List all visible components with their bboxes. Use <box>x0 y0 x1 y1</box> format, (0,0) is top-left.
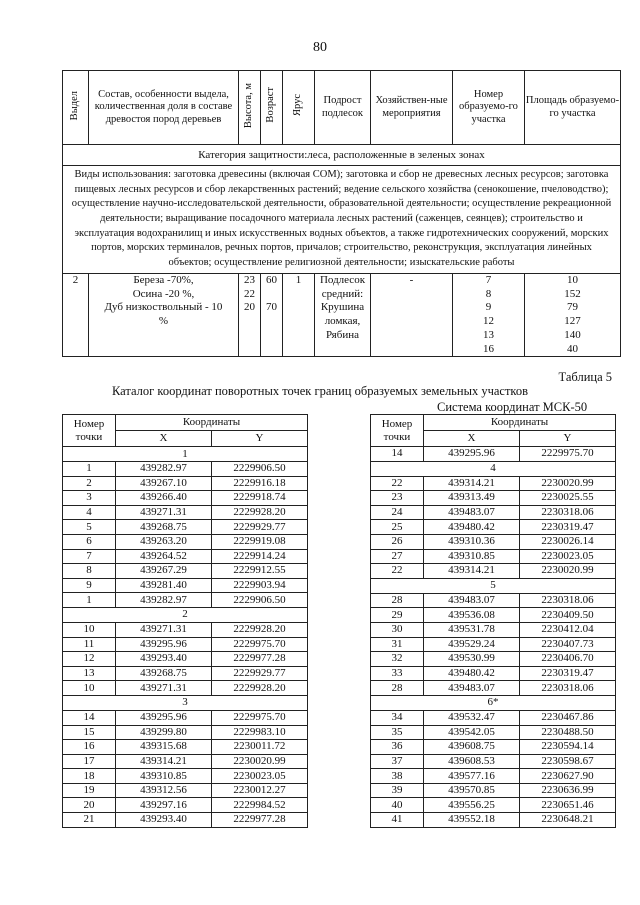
table-row <box>63 637 308 652</box>
coord-y: 2229977.28 <box>212 652 308 667</box>
header-x: X <box>424 431 520 447</box>
group-header-row <box>63 447 308 462</box>
table-row <box>63 666 308 681</box>
cell-line: 8 <box>485 287 492 300</box>
table-row <box>63 462 308 477</box>
coord-x: 439608.75 <box>424 740 520 755</box>
point-number: 29 <box>371 608 424 623</box>
point-number: 14 <box>371 447 424 462</box>
coord-y: 2229975.70 <box>520 447 616 462</box>
table-row <box>371 564 616 579</box>
protection-category: Категория защитности:леса, расположенные в зеленых зонах <box>63 145 621 166</box>
coord-y: 2229929.77 <box>212 666 308 681</box>
coord-y: 2229977.28 <box>212 813 308 828</box>
coord-x: 439483.07 <box>424 593 520 608</box>
coord-y: 2230023.05 <box>212 769 308 784</box>
cell-line: 12 <box>483 315 494 328</box>
catalog-title: Каталог координат поворотных точек границ образуемых земельных участков <box>111 384 529 398</box>
point-number: 38 <box>371 769 424 784</box>
table-row <box>371 520 616 535</box>
cell-plot-areas <box>525 273 621 357</box>
cell-line: 20 <box>244 301 255 314</box>
header-point-number: Номер точки <box>371 415 424 447</box>
coord-y: 2229919.08 <box>212 534 308 549</box>
point-number: 32 <box>371 652 424 667</box>
header-x: X <box>116 431 212 447</box>
coord-x: 439531.78 <box>424 622 520 637</box>
header-tier: Ярус <box>283 71 315 145</box>
cell-line: Рябина <box>325 328 359 341</box>
point-number: 28 <box>371 593 424 608</box>
coord-x: 439266.40 <box>116 491 212 506</box>
point-number: 35 <box>371 725 424 740</box>
coord-x: 439536.08 <box>424 608 520 623</box>
point-number: 6 <box>63 534 116 549</box>
coordinate-system: Система координат МСК-50 <box>437 400 588 414</box>
coord-x: 439263.20 <box>116 534 212 549</box>
point-number: 31 <box>371 637 424 652</box>
plot-number: 3 <box>63 695 308 710</box>
table-row <box>63 798 308 813</box>
coord-x: 439483.07 <box>424 505 520 520</box>
coord-y: 2230318.06 <box>520 681 616 696</box>
coord-y: 2230407.73 <box>520 637 616 652</box>
coord-x: 439268.75 <box>116 520 212 535</box>
cell-vydel: 2 <box>63 273 89 357</box>
group-header-row <box>63 695 308 710</box>
cell-line: 40 <box>567 342 578 355</box>
coord-x: 439530.99 <box>424 652 520 667</box>
header-plot-number: Номер образуемо-го участка <box>453 71 525 145</box>
coord-x: 439268.75 <box>116 666 212 681</box>
header-coordinates: Координаты <box>116 415 308 431</box>
coord-y: 2229984.52 <box>212 798 308 813</box>
point-number: 14 <box>63 710 116 725</box>
coord-y: 2229983.10 <box>212 725 308 740</box>
coord-y: 2230412.04 <box>520 622 616 637</box>
plot-number: 2 <box>63 607 308 622</box>
header-y: Y <box>212 431 308 447</box>
group-header-row <box>63 607 308 622</box>
cell-height <box>239 273 261 357</box>
coord-x: 439295.96 <box>424 447 520 462</box>
table-row <box>371 652 616 667</box>
stand-row <box>63 273 621 357</box>
header-undergrowth: Подрост подлесок <box>315 71 371 145</box>
point-number: 27 <box>371 549 424 564</box>
coord-x: 439310.85 <box>424 549 520 564</box>
point-number: 34 <box>371 710 424 725</box>
coord-y: 2230020.99 <box>520 476 616 491</box>
table-row <box>371 783 616 798</box>
point-number: 18 <box>63 769 116 784</box>
coord-x: 439295.96 <box>116 637 212 652</box>
coord-y: 2229975.70 <box>212 637 308 652</box>
main-table-header <box>63 71 621 145</box>
coord-x: 439483.07 <box>424 681 520 696</box>
point-number: 22 <box>371 564 424 579</box>
header-coordinates: Координаты <box>424 415 616 431</box>
coord-x: 439271.31 <box>116 505 212 520</box>
point-number: 37 <box>371 754 424 769</box>
point-number: 4 <box>63 505 116 520</box>
coord-y: 2229906.50 <box>212 593 308 608</box>
cell-line: 140 <box>564 328 581 341</box>
point-number: 13 <box>63 666 116 681</box>
table-row <box>63 769 308 784</box>
coord-x: 439299.80 <box>116 725 212 740</box>
table-row <box>371 769 616 784</box>
point-number: 22 <box>371 476 424 491</box>
coord-x: 439310.36 <box>424 534 520 549</box>
coord-y: 2230023.05 <box>520 549 616 564</box>
coordinates-table-left <box>62 414 308 828</box>
coord-y: 2230020.99 <box>520 564 616 579</box>
point-number: 2 <box>63 476 116 491</box>
table-row <box>63 578 308 593</box>
cell-line: 60 <box>266 273 277 286</box>
coord-x: 439577.16 <box>424 769 520 784</box>
header-height: Высота, м <box>239 71 261 145</box>
coord-y: 2229912.55 <box>212 564 308 579</box>
point-number: 15 <box>63 725 116 740</box>
point-number: 5 <box>63 520 116 535</box>
point-number: 30 <box>371 622 424 637</box>
point-number: 12 <box>63 652 116 667</box>
point-number: 36 <box>371 740 424 755</box>
coord-x: 439293.40 <box>116 652 212 667</box>
table-row <box>371 447 616 462</box>
cell-undergrowth <box>315 273 371 357</box>
cell-line: % <box>158 315 169 328</box>
point-number: 23 <box>371 491 424 506</box>
coord-y: 2230025.55 <box>520 491 616 506</box>
point-number: 33 <box>371 666 424 681</box>
coord-y: 2229906.50 <box>212 462 308 477</box>
coord-x: 439267.10 <box>116 476 212 491</box>
coord-x: 439552.18 <box>424 813 520 828</box>
point-number: 10 <box>63 681 116 696</box>
coord-x: 439480.42 <box>424 520 520 535</box>
coord-x: 439281.40 <box>116 578 212 593</box>
point-number: 40 <box>371 798 424 813</box>
cell-line: 152 <box>564 287 581 300</box>
point-number: 11 <box>63 637 116 652</box>
coord-x: 439271.31 <box>116 622 212 637</box>
coord-y: 2229928.20 <box>212 681 308 696</box>
point-number: 1 <box>63 462 116 477</box>
table-row <box>371 740 616 755</box>
coord-x: 439532.47 <box>424 710 520 725</box>
coord-y: 2230319.47 <box>520 520 616 535</box>
group-header-row <box>371 461 616 476</box>
table-row <box>371 798 616 813</box>
cell-line: ломкая, <box>324 315 361 328</box>
coord-x: 439480.42 <box>424 666 520 681</box>
table-row <box>371 593 616 608</box>
point-number: 25 <box>371 520 424 535</box>
cell-line: Крушина <box>320 301 365 314</box>
cell-line: 127 <box>564 315 581 328</box>
coord-y: 2229975.70 <box>212 710 308 725</box>
table-row <box>63 476 308 491</box>
cell-line: Осина -20 %, <box>132 287 195 300</box>
cell-line: 70 <box>266 301 277 314</box>
coord-y: 2229928.20 <box>212 622 308 637</box>
header-point-number: Номер точки <box>63 415 116 447</box>
point-number: 10 <box>63 622 116 637</box>
coord-y: 2229903.94 <box>212 578 308 593</box>
table-row <box>63 783 308 798</box>
coord-y: 2230648.21 <box>520 813 616 828</box>
table-row <box>63 652 308 667</box>
coord-y: 2230594.14 <box>520 740 616 755</box>
point-number: 28 <box>371 681 424 696</box>
plot-number: 1 <box>63 447 308 462</box>
forest-stand-table <box>62 70 621 357</box>
cell-line: 23 <box>244 273 255 286</box>
table-row <box>371 491 616 506</box>
point-number: 21 <box>63 813 116 828</box>
table-row <box>63 505 308 520</box>
coord-x: 439315.68 <box>116 740 212 755</box>
coord-x: 439314.21 <box>424 564 520 579</box>
table-row <box>371 476 616 491</box>
coord-y: 2230409.50 <box>520 608 616 623</box>
coordinates-table-right <box>370 414 616 828</box>
coord-y: 2230319.47 <box>520 666 616 681</box>
table-row <box>63 564 308 579</box>
cell-line: 7 <box>485 273 492 286</box>
coord-y: 2230026.14 <box>520 534 616 549</box>
plot-number: 5 <box>371 578 616 593</box>
cell-measures: - <box>371 273 453 357</box>
cell-line: 10 <box>567 273 578 286</box>
point-number: 16 <box>63 740 116 755</box>
table-row <box>63 549 308 564</box>
table-row <box>63 740 308 755</box>
coord-y: 2230651.46 <box>520 798 616 813</box>
header-age: Возраст <box>261 71 283 145</box>
cell-tier: 1 <box>283 273 315 357</box>
coord-x: 439282.97 <box>116 593 212 608</box>
coord-x: 439313.49 <box>424 491 520 506</box>
coord-y: 2230011.72 <box>212 740 308 755</box>
cell-line: Подлесок <box>319 273 366 286</box>
point-number: 3 <box>63 491 116 506</box>
coord-x: 439310.85 <box>116 769 212 784</box>
coord-x: 439271.31 <box>116 681 212 696</box>
coord-x: 439529.24 <box>424 637 520 652</box>
usage-types: Виды использования: заготовка древесины (включая СОМ); заготовка и сбор не древесных лесных ресурсов; заготовка пищевых лесных ресурсов и сбор лекарственных растений; ведение сельского хозяйства (сенокошение, пчеловодство); осуществление научно-исследовательской деятельности, образовательной деятельности; осуществление рекреационной деятельности; выращивание посадочного материала лесных растений (саженцев, сеянцев); строительство и эксплуатация водохранилищ и иных искусственных водных объектов, а также гидротехнических сооружений, морских портов, морских терминалов, речных портов, причалов; строительство, реконструкция, эксплуатация линейных объектов; осуществление религиозной деятельности; изыскательские работы <box>63 166 621 274</box>
cell-line <box>261 288 282 302</box>
coord-y: 2230488.50 <box>520 725 616 740</box>
cell-plot-numbers <box>453 273 525 357</box>
coord-x: 439570.85 <box>424 783 520 798</box>
plot-number: 6* <box>371 695 616 710</box>
table-row <box>63 725 308 740</box>
table-row <box>63 491 308 506</box>
table-row <box>371 549 616 564</box>
coord-y: 2230020.99 <box>212 754 308 769</box>
page-number: 80 <box>313 40 327 55</box>
point-number: 20 <box>63 798 116 813</box>
coord-x: 439556.25 <box>424 798 520 813</box>
point-number: 17 <box>63 754 116 769</box>
cell-line: 13 <box>483 328 494 341</box>
point-number: 9 <box>63 578 116 593</box>
table-row <box>371 666 616 681</box>
point-number: 26 <box>371 534 424 549</box>
point-number: 19 <box>63 783 116 798</box>
cell-line: 9 <box>485 301 492 314</box>
coord-x: 439312.56 <box>116 783 212 798</box>
coord-x: 439264.52 <box>116 549 212 564</box>
table-row <box>63 813 308 828</box>
coord-y: 2229916.18 <box>212 476 308 491</box>
coord-x: 439314.21 <box>116 754 212 769</box>
coord-x: 439282.97 <box>116 462 212 477</box>
coord-y: 2230627.90 <box>520 769 616 784</box>
header-vydel: Выдел <box>63 71 89 145</box>
coord-y: 2230318.06 <box>520 593 616 608</box>
cell-line: Дуб низкоствольный - 10 <box>104 301 223 314</box>
coord-y: 2230467.86 <box>520 710 616 725</box>
cell-line: средний: <box>321 287 364 300</box>
plot-number: 4 <box>371 461 616 476</box>
table-row <box>63 710 308 725</box>
table-row <box>371 754 616 769</box>
table-row <box>371 813 616 828</box>
table-row <box>371 725 616 740</box>
coord-x: 439542.05 <box>424 725 520 740</box>
coord-x: 439267.29 <box>116 564 212 579</box>
coord-x: 439293.40 <box>116 813 212 828</box>
header-measures: Хозяйствен-ные мероприятия <box>371 71 453 145</box>
point-number: 8 <box>63 564 116 579</box>
point-number: 24 <box>371 505 424 520</box>
table-row <box>371 505 616 520</box>
group-header-row <box>371 578 616 593</box>
coord-x: 439314.21 <box>424 476 520 491</box>
table-label: Таблица 5 <box>558 370 612 384</box>
cell-line: Береза -70%, <box>133 273 194 286</box>
table-row <box>371 622 616 637</box>
point-number: 39 <box>371 783 424 798</box>
header-plot-area: Площадь образуемо-го участка <box>525 71 621 145</box>
coord-y: 2230636.99 <box>520 783 616 798</box>
table-row <box>63 622 308 637</box>
cell-line: 16 <box>483 342 494 355</box>
table-row <box>63 593 308 608</box>
cell-composition <box>89 273 239 357</box>
table-row <box>63 520 308 535</box>
point-number: 7 <box>63 549 116 564</box>
coord-x: 439297.16 <box>116 798 212 813</box>
coord-y: 2229914.24 <box>212 549 308 564</box>
coord-y: 2229929.77 <box>212 520 308 535</box>
coord-x: 439608.53 <box>424 754 520 769</box>
table-row <box>63 681 308 696</box>
point-number: 41 <box>371 813 424 828</box>
coord-x: 439295.96 <box>116 710 212 725</box>
coord-y: 2230406.70 <box>520 652 616 667</box>
table-row <box>371 534 616 549</box>
cell-line: 22 <box>244 287 255 300</box>
coord-y: 2230012.27 <box>212 783 308 798</box>
table-row <box>371 608 616 623</box>
header-composition: Состав, особенности выдела, количественная доля в составе древостоя пород деревьев <box>89 71 239 145</box>
table-row <box>63 754 308 769</box>
point-number: 1 <box>63 593 116 608</box>
cell-age <box>261 273 283 357</box>
table-row <box>371 681 616 696</box>
table-row <box>63 534 308 549</box>
header-y: Y <box>520 431 616 447</box>
group-header-row <box>371 695 616 710</box>
coord-y: 2230598.67 <box>520 754 616 769</box>
table-row <box>371 710 616 725</box>
coord-y: 2229928.20 <box>212 505 308 520</box>
coord-y: 2230318.06 <box>520 505 616 520</box>
coord-y: 2229918.74 <box>212 491 308 506</box>
cell-line: 79 <box>567 301 578 314</box>
table-row <box>371 637 616 652</box>
